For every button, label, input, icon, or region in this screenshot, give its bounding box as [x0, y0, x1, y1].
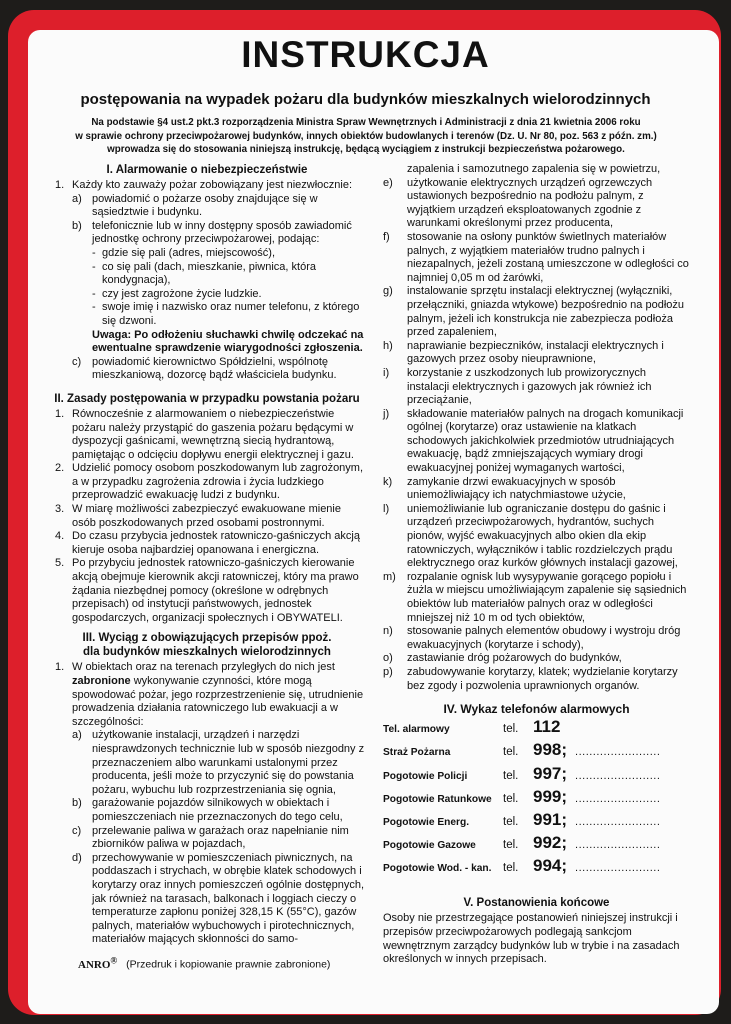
section-3-item: f) stosowanie na osłony punktów świetlnych materiałów palnych, z wyjątkiem materiałów trudno palnych i niezapalnych, jeżeli zostaną umieszczone w odległości co najmniej 0,05 m od żarówki, [383, 230, 689, 284]
tel-label: tel. [503, 815, 519, 828]
section-3-item: m) rozpalanie ognisk lub wysypywanie gorącego popiołu i żużla w miejscu umożliwiającym zapalenie się sąsiednich obiektów lub materiałów palnych oraz w odległości mniejszej niż 10 m od tych obiektów, [383, 570, 687, 624]
tel-label: tel. [503, 839, 519, 852]
phone-blank: ........................ [575, 815, 661, 828]
section-3-item: l) uniemożliwianie lub ograniczanie dostępu do gaśnic i urządzeń przeciwpożarowych, hydrantów, suchych pionów, wyjść ewakuacyjnych albo okien dla ekip ratowniczych, wyłączników i tablic rozdzielczych prądu elektrycznego oraz kurków głównych instalacji gazowej, [383, 502, 678, 570]
section-3-item: e) użytkowanie elektrycznych urządzeń ogrzewczych ustawionych bezpośrednio na podłożu palnym, z wyjątkiem urządzeń eksploatowanych zgodnie z warunkami określonymi przez producenta, [383, 176, 653, 230]
section-3-item: h) naprawianie bezpieczników, instalacji elektrycznych i gazowych przez osoby nieuprawnione, [383, 339, 664, 366]
phone-number: 999; [533, 786, 568, 806]
section-3-item: k) zamykanie drzwi ewakuacyjnych w sposób uniemożliwiający ich natychmiastowe użycie, [383, 475, 626, 502]
section-1-dash-item: - swoje imię i nazwisko oraz numer telefonu, z którego się dzwoni. [48, 301, 366, 328]
section-1-item-b: b) telefonicznie lub w inny dostępny sposób zawiadomić jednostkę ochrony przeciwpożarowej, podając: [72, 219, 352, 246]
copyright-note: (Przedruk i kopiowanie prawnie zabronione) [126, 958, 331, 971]
legal-basis-line: w sprawie ochrony przeciwpożarowej budynków, innych obiektów budowlanych i terenów (Dz. U. Nr 80, poz. 563 z późn. zm.) [75, 130, 657, 142]
footer [78, 955, 330, 971]
phone-blank: ........................ [575, 746, 661, 759]
section-5-text: Osoby nie przestrzegające postanowień niniejszej instrukcji i przepisów przeciwpożarowych podlegają sankcjom wewnętrznym zarządcy budynków lub w trybie i na zasadach określonych w innych przepisach. [383, 912, 680, 966]
section-3-item: i) korzystanie z uszkodzonych lub prowizorycznych instalacji elektrycznych i gazowych jak również ich przeciążanie, [383, 366, 652, 407]
tel-label: tel. [503, 792, 519, 805]
section-1-item-a: a) powiadomić o pożarze osoby znajdujące się w sąsiedztwie i budynku. [72, 192, 318, 219]
section-5-heading: V. Postanowienia końcowe [463, 897, 610, 910]
phone-name: Pogotowie Energ. [383, 816, 470, 828]
phone-number: 991; [533, 809, 568, 829]
section-2-item: 5. Po przybyciu jednostek ratowniczo-gaśniczych kierowanie akcją obejmuje kierownik akcji ratowniczej, który ma prawo żądania niezbędnej pomocy (określone w odrębnych przepisach) od instytucji państwowych, jednostek gospodarczych, organizacji społecznych i OBYWATELI. [55, 557, 359, 624]
legal-basis [50, 116, 682, 157]
section-3-item: d) przechowywanie w pomieszczeniach piwnicznych, na poddaszach i strychach, w obrębie klatek schodowych i korytarzy oraz innych pomieszczeń ogólnie dostępnych, jak również na tarasach, balkonach i loggiach cieczy o temperaturze zapłonu poniżej 328,15 K (55°C), gazów palnych, materiałów wybuchowych i pirotechnicznych, materiałów mających skłonności do samo- [72, 851, 365, 946]
section-3-item: g) instalowanie sprzętu instalacji elektrycznej (wyłączniki, przełączniki, gniazda wtykowe) bezpośrednio na podłożu palnym, jeżeli ich konstrukcja nie zabezpiecza podłoża przed zapaleniem, [383, 285, 684, 339]
phone-name: Pogotowie Wod. - kan. [383, 863, 492, 875]
section-3-item: a) użytkowanie instalacji, urządzeń i narzędzi niesprawdzonych technicznie lub w sposób niezgodny z przeznaczeniem albo warunkami ustalonymi przez producenta, jeśli może to przyczynić się do powstania pożaru, wybuchu lub rozprzestrzeniania się ognia, [72, 729, 365, 796]
right-column [383, 163, 690, 967]
section-3-item: c) przelewanie paliwa w garażach oraz napełnianie nim zbiorników paliwa w pojazdach, [72, 824, 349, 851]
phone-name: Tel. alarmowy [383, 724, 450, 736]
section-3-item: o) zastawianie dróg pożarowych do budynków, [383, 652, 622, 665]
phone-number: 112 [533, 717, 561, 737]
section-1-item-c: c) powiadomić kierownictwo Spółdzielni, wspólnotę mieszkaniową, dozorcę bądź właściciela budynku. [72, 355, 337, 382]
section-3-item: b) garażowanie pojazdów silnikowych w obiektach i pomieszczeniach nie przeznaczonych do tego celu, [72, 797, 343, 823]
section-2-heading: II. Zasady postępowania w przypadku powstania pożaru [54, 392, 360, 405]
page-subtitle: postępowania na wypadek pożaru dla budynków mieszkalnych wielorodzinnych [80, 91, 651, 108]
phone-number: 997; [533, 763, 568, 783]
section-3-item: n) stosowanie palnych elementów obudowy i wystroju dróg ewakuacyjnych (korytarze i schody), [383, 625, 681, 651]
section-1-dash-item: - co się pali (dach, mieszkanie, piwnica, która kondygnacja), [48, 261, 366, 288]
section-3-heading: III. Wyciąg z obowiązujących przepisów ppoż. [82, 632, 332, 645]
brand-logo: ANRO® [78, 955, 118, 971]
section-3-item-1: 1. W obiektach oraz na terenach przyległych do nich jest zabronione wykonywanie czynności, które mogą spowodować pożar, jego rozprzestrzenienie się, utrudnienie prowadzenia działania ratowniczego lub ewakuacji a w szczególności: [55, 661, 364, 728]
section-1-warning: Uwaga: Po odłożeniu słuchawki chwilę odczekać na ewentualne sprawdzenie wiarygodności zgłoszenia. [92, 328, 364, 355]
section-3-continuation: zapalenia i samozutnego zapalenia się w powietrzu, [407, 163, 661, 175]
phone-list [383, 717, 690, 882]
section-2-item: 3. W miarę możliwości zabezpieczyć ewakuowane mienie osób poszkodowanych przed osobami postronnymi. [55, 503, 341, 529]
phone-blank: ........................ [575, 862, 661, 875]
phone-number: 994; [533, 856, 568, 876]
phone-row [383, 856, 690, 882]
phone-number: 992; [533, 833, 568, 853]
section-4-heading: IV. Wykaz telefonów alarmowych [443, 702, 630, 717]
phone-number: 998; [533, 740, 568, 760]
legal-basis-line: wprowadza się do stosowania niniejszą instrukcję, będącą wyciągiem z instrukcji bezpieczeństwa pożarowego. [107, 144, 625, 155]
section-1-dash-item: - czy jest zagrożone życie ludzkie. [48, 288, 366, 302]
phone-blank: ........................ [575, 792, 661, 805]
section-1-item-1: 1. Każdy kto zauważy pożar zobowiązany jest niezwłocznie: [55, 179, 353, 191]
phone-name: Pogotowie Gazowe [383, 840, 476, 852]
page-title: INSTRUKCJA [241, 34, 490, 75]
phone-blank: ........................ [575, 839, 661, 852]
tel-label: tel. [503, 723, 519, 736]
tel-label: tel. [503, 862, 519, 875]
section-3-item: p) zabudowywanie korytarzy, klatek; wydzielanie korytarzy bez zgody i pozwolenia uprawnionych organów. [383, 665, 678, 692]
phone-name: Straż Pożarna [383, 747, 451, 759]
left-column [48, 163, 366, 947]
phone-name: Pogotowie Policji [383, 770, 468, 782]
phone-blank: ........................ [575, 769, 661, 782]
legal-basis-line: Na podstawie §4 ust.2 pkt.3 rozporządzenia Ministra Spraw Wewnętrznych i Administracji z dnia 21 kwietnia 2006 roku [91, 117, 641, 128]
section-2-item: 1. Równocześnie z alarmowaniem o niebezpieczeństwie pożaru należy przystąpić do gaszenia pożaru będącymi w dyspozycji gaśnicami, wewnętrzną siecią hydrantową, pamiętając o odcięciu dopływu energii elektrycznej i gazu. [55, 407, 354, 461]
section-3-item: j) składowanie materiałów palnych na drogach komunikacji ogólnej (korytarze) oraz ustawienie na klatkach schodowych jakichkolwiek przedmiotów utrudniających ewakuację, bądź zmniejszających wymiary drogi ewakuacyjnej poniżej wymaganych wartości, [383, 407, 684, 475]
section-1-heading: I. Alarmowanie o niebezpieczeństwie [106, 164, 308, 176]
section-3-subheading: dla budynków mieszkalnych wielorodzinnych [83, 646, 331, 659]
section-2-item: 2. Udzielić pomocy osobom poszkodowanym lub zagrożonym, a w przypadku zagrożenia zdrowia i życia ludzkiego przeprowadzić ewakuację ludzi z budynku. [55, 462, 364, 502]
phone-name: Pogotowie Ratunkowe [383, 793, 492, 805]
tel-label: tel. [503, 769, 519, 782]
tel-label: tel. [503, 746, 519, 759]
section-1-dash-item: - gdzie się pali (adres, miejscowość), [48, 247, 366, 261]
section-2-item: 4. Do czasu przybycia jednostek ratowniczo-gaśniczych akcją kieruje osoba najbardziej opanowana i energiczna. [55, 530, 360, 556]
